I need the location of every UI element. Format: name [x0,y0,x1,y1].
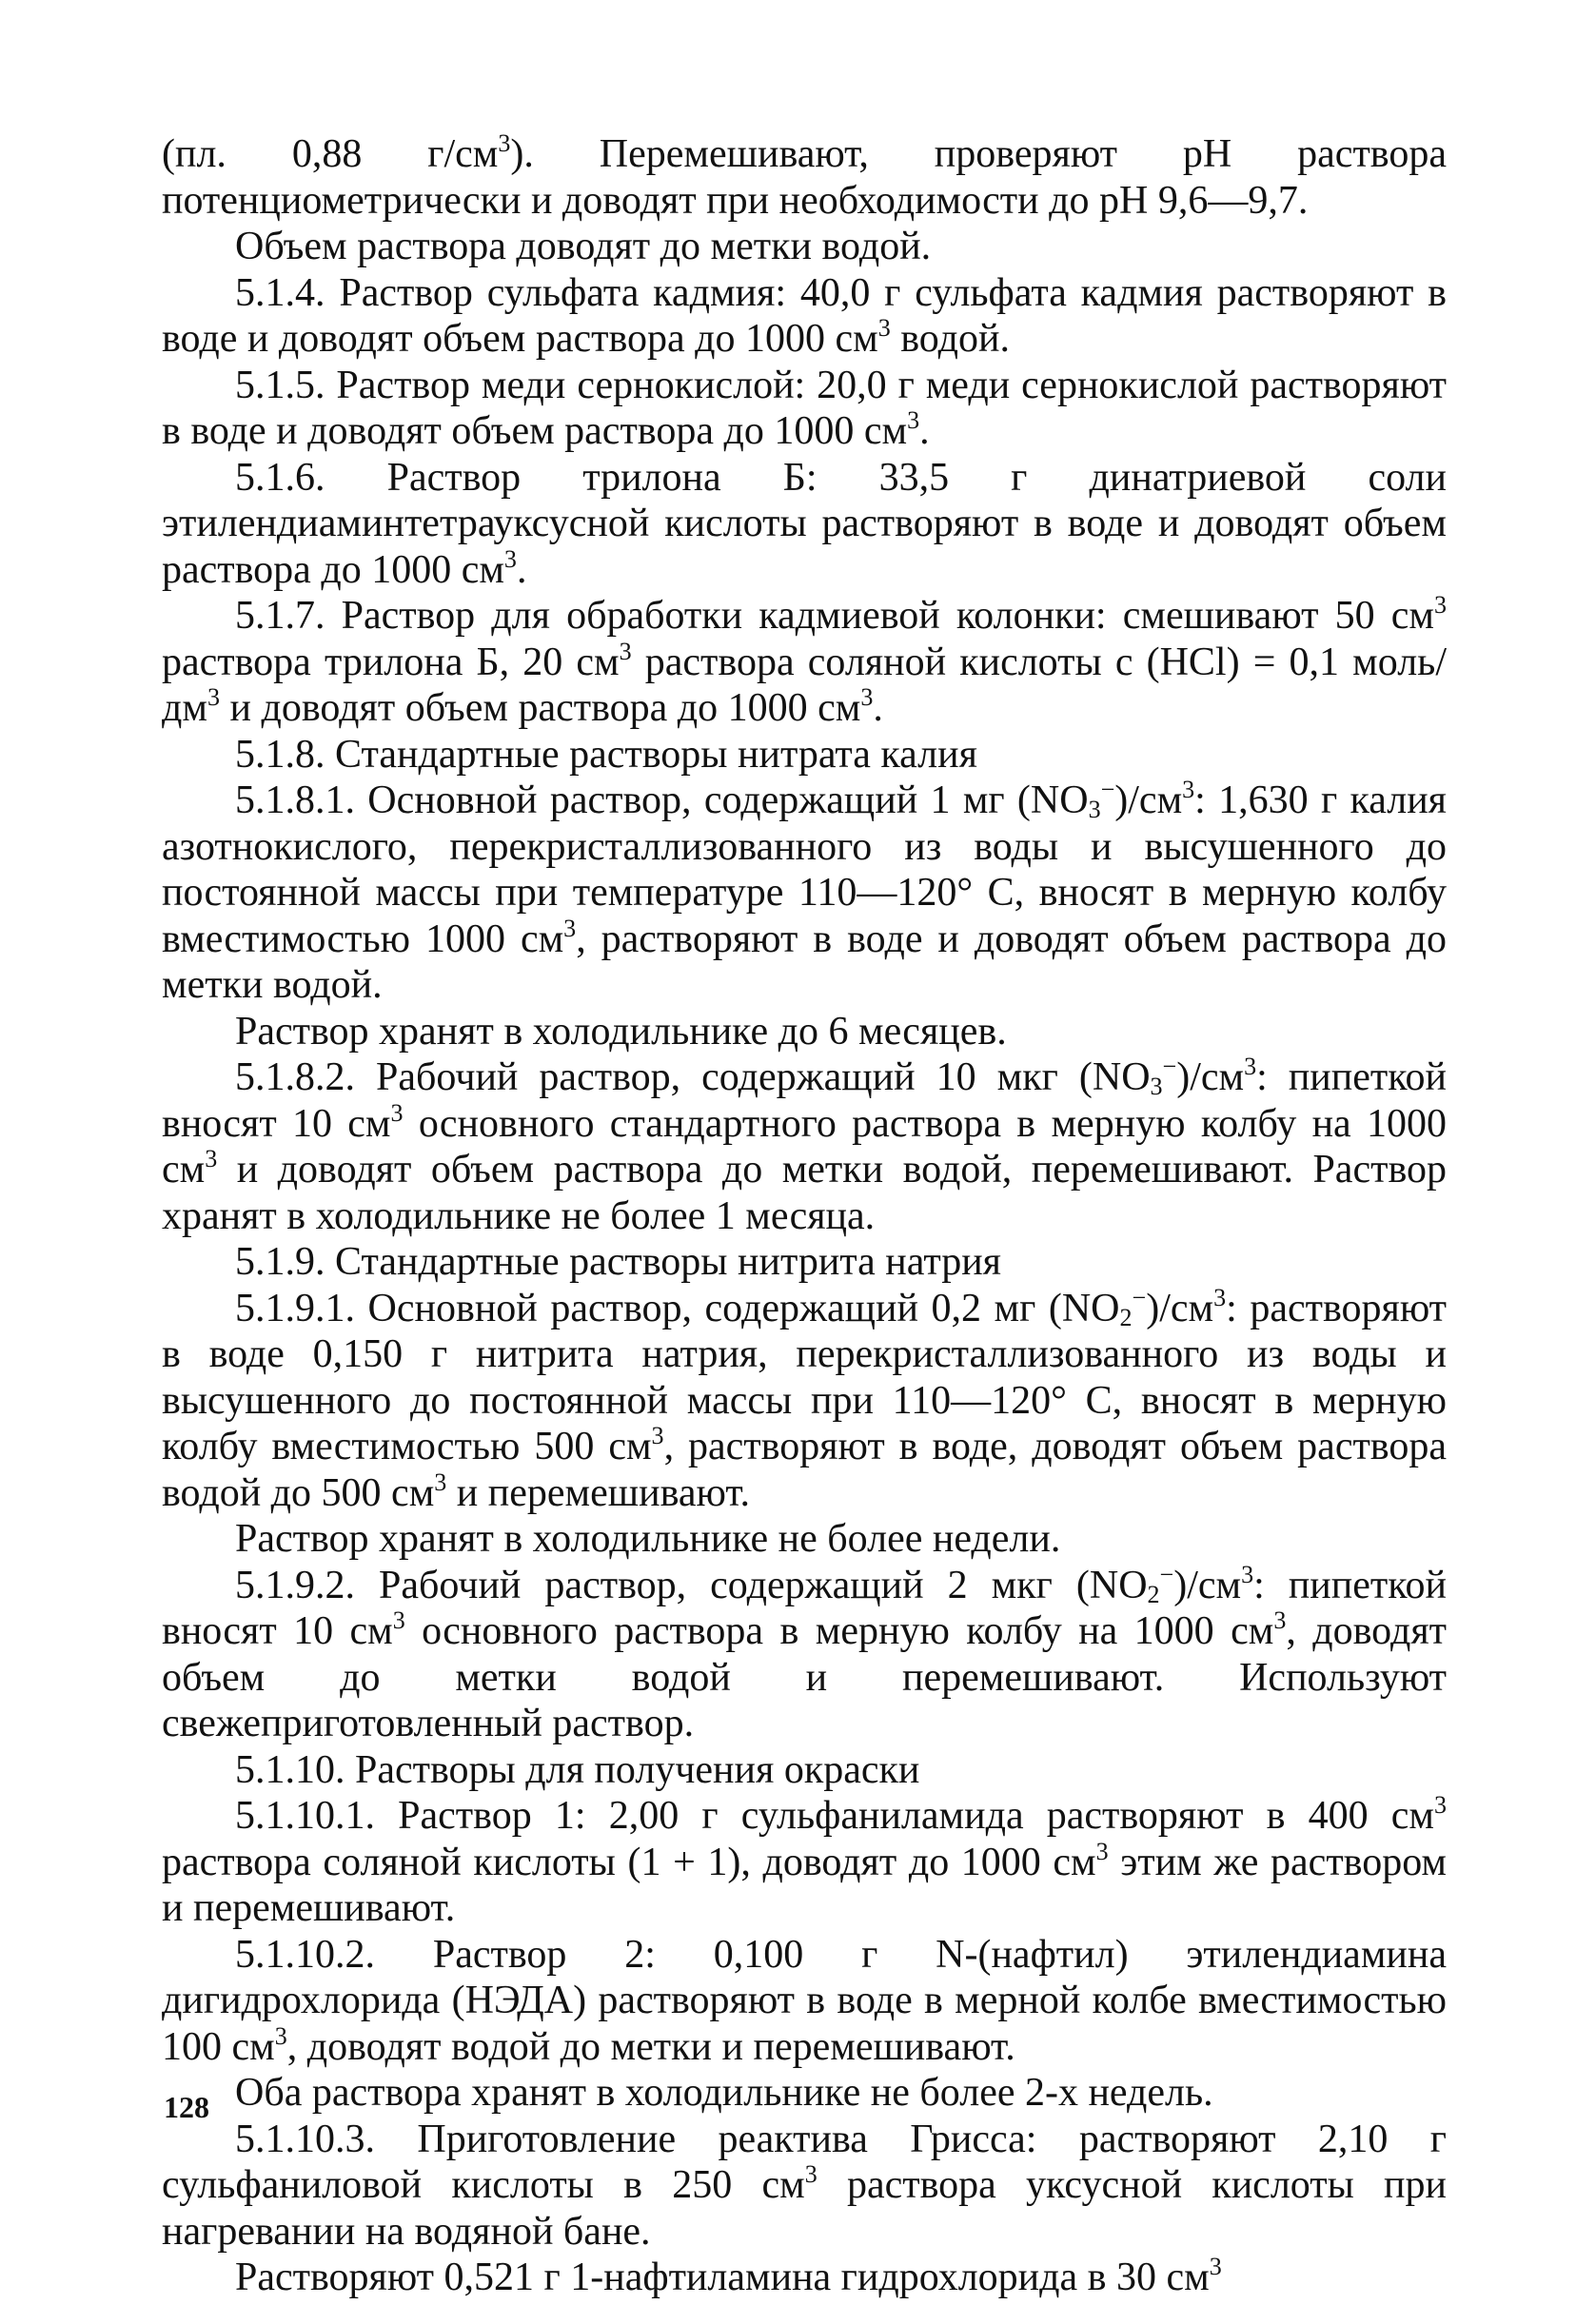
page-body [162,128,1448,2301]
superscript: 3 [498,128,511,157]
text-run: , доводят водой до метки и перемешивают. [286,2024,1015,2069]
paragraph [162,2117,1447,2256]
text-run: 5.1.4. Раствор сульфата кадмия: 40,0 г сульфата кадмия растворяют в воде и доводят объем раствора до 1000 см [162,270,1447,361]
text-run: Раствор хранят в холодильнике не более недели. [235,1517,1061,1561]
text-run: 5.1.10.1. Раствор 1: 2,00 г сульфаниламида растворяют в 400 см [235,1794,1434,1838]
text-run: , растворяют в воде, доводят объем раствора водой до 500 см [162,1425,1447,1515]
text-run: : 1,630 г калия азотнокислого, перекристаллизованного из воды и высушенного до постоянной массы при температуре 110—120° С, вносят в мерную колбу вместимостью 1000 см [162,778,1448,961]
superscript: 3 [804,2159,818,2188]
text-run: 5.1.10.3. Приготовление реактива Грисса: растворяют 2,10 г сульфаниловой кислоты в 250 см [162,2117,1447,2207]
paragraph [162,590,1447,732]
text-run: Растворяют 0,521 г 1-нафтиламина гидрохлорида в 30 см [235,2256,1210,2299]
subscript: 3 [1150,1073,1163,1101]
paragraph [162,1283,1447,1517]
paragraph [162,2252,1447,2301]
text-run: 5.1.9.1. Основной раствор, содержащий 0,2 мг (NO [235,1286,1120,1330]
subscript: 2 [1119,1303,1133,1331]
superscript: 3 [392,1606,405,1634]
text-run: 5.1.9.2. Рабочий раствор, содержащий 2 мкг (NO [235,1563,1148,1607]
text-run: )/см [1176,1055,1245,1099]
superscript: 3 [1244,1052,1257,1080]
paragraph [162,1239,1447,1286]
superscript: 3 [651,1421,664,1449]
text-run: 5.1.8.2. Рабочий раствор, содержащий 10 мкг (NO [235,1055,1151,1099]
superscript: 3 [503,544,517,573]
superscript: 3 [1095,1837,1109,1865]
paragraph [162,1560,1448,1747]
text-run: водой. [890,317,1010,361]
subscript: 2 [1147,1580,1160,1608]
superscript: 3 [1433,590,1447,619]
text-run: раствора трилона Б, 20 см [162,640,620,684]
paragraph [162,455,1447,594]
paragraph [162,1054,1447,1239]
text-run: ). Перемешивают, проверяют pH раствора потенциометрически и доводят при необходимости до pH 9,6—9,7. [162,132,1447,223]
superscript: 3 [390,1098,404,1127]
superscript: 3 [1273,1606,1287,1634]
superscript: 3 [434,1468,447,1496]
superscript: 3 [1433,1790,1447,1819]
text-run: : растворяют в воде 0,150 г нитрита натрия, перекристаллизованного из воды и высушенного до постоянной массы при 110—120° С, вносят в мерную колбу вместимостью 500 см [162,1286,1447,1468]
text-run: , доводят объем до метки водой и перемешивают. Используют свежеприготовленный раствор. [162,1609,1447,1745]
superscript: 3 [1209,2252,1222,2280]
text-run: Раствор хранят в холодильнике до 6 месяцев. [235,1009,1007,1054]
text-run: : пипеткой вносят 10 см [162,1563,1448,1653]
text-run: Оба раствора хранят в холодильнике не более 2-х недель. [235,2071,1213,2115]
text-run: 5.1.7. Раствор для обработки кадмиевой колонки: смешивают 50 см [235,594,1434,638]
paragraph [162,775,1448,1009]
superscript: 3 [619,637,632,665]
superscript: 3 [1241,1560,1254,1588]
superscript: 3 [274,2021,287,2050]
text-run: основного стандартного раствора в мерную колбу на 1000 см [162,1101,1447,1192]
text-run: и перемешивают. [446,1470,751,1515]
text-run: 5.1.6. Раствор трилона Б: 33,5 г динатриевой соли этилендиаминтетрауксусной кислоты растворяют в воде и доводят объем раствора до 1000 см [162,455,1447,592]
text-run: : пипеткой вносят 10 см [162,1055,1448,1146]
text-run: 5.1.8. Стандартные растворы нитрата калия [235,732,977,777]
superscript: 3 [1213,1283,1227,1311]
subscript: 3 [1088,796,1101,824]
text-run: 5.1.5. Раствор меди сернокислой: 20,0 г меди сернокислой растворяют в воде и доводят объем раствора до 1000 см [162,363,1447,453]
paragraph [162,224,1447,270]
page-number: 128 [164,2090,209,2124]
paragraph [162,1747,1447,1794]
text-run: раствора соляной кислоты (1 + 1), доводят до 1000 см [162,1840,1096,1884]
superscript: − [1132,1283,1147,1311]
paragraph [162,732,1447,778]
superscript: − [1100,775,1115,803]
text-run: 5.1.8.1. Основной раствор, содержащий 1 мг (NO [235,778,1089,822]
text-run: раствора соляной кислоты с (HCl) = 0,1 моль/дм [162,640,1447,730]
paragraph [162,2070,1447,2117]
paragraph [162,270,1447,363]
paragraph [162,1932,1447,2071]
text-run: . [516,547,527,592]
superscript: 3 [563,914,577,942]
paragraph [162,1009,1447,1055]
text-run: 5.1.10.2. Раствор 2: 0,100 г N-(нафтил) этилендиамина дигидрохлорида (НЭДА) растворяют в воде в мерной колбе вместимостью 100 см [162,1932,1447,2069]
text-run: . [919,409,930,453]
text-run: раствора уксусной кислоты при нагревании на водяной бане. [162,2163,1447,2254]
text-run: и доводят объем раствора до метки водой, перемешивают. Раствор хранят в холодильнике не более 1 месяца. [162,1148,1447,1238]
paragraph [162,363,1447,455]
text-run: )/см [1114,778,1183,822]
superscript: − [1159,1560,1174,1588]
text-run: 5.1.9. Стандартные растворы нитрита натрия [235,1240,1001,1284]
text-run: )/см [1173,1563,1242,1607]
superscript: 3 [205,1144,218,1172]
paragraph [162,1790,1447,1932]
superscript: 3 [1182,775,1195,803]
paragraph [162,1516,1447,1563]
superscript: 3 [907,405,920,434]
superscript: 3 [860,682,874,711]
text-run: )/см [1146,1286,1214,1330]
text-run: , растворяют в воде и доводят объем раствора до метки водой. [162,916,1447,1007]
text-run: и доводят объем раствора до 1000 см [219,686,861,730]
text-run: Объем раствора доводят до метки водой. [235,225,932,268]
text-run: . [873,686,883,730]
text-run: (пл. 0,88 г/см [162,132,499,176]
paragraph [162,128,1447,224]
superscript: 3 [877,313,891,342]
text-run: этим же раствором и перемешивают. [162,1840,1447,1930]
text-run: основного раствора в мерную колбу на 1000 см [404,1609,1274,1653]
superscript: − [1162,1052,1177,1080]
superscript: 3 [207,682,220,711]
text-run: 5.1.10. Растворы для получения окраски [235,1747,920,1792]
